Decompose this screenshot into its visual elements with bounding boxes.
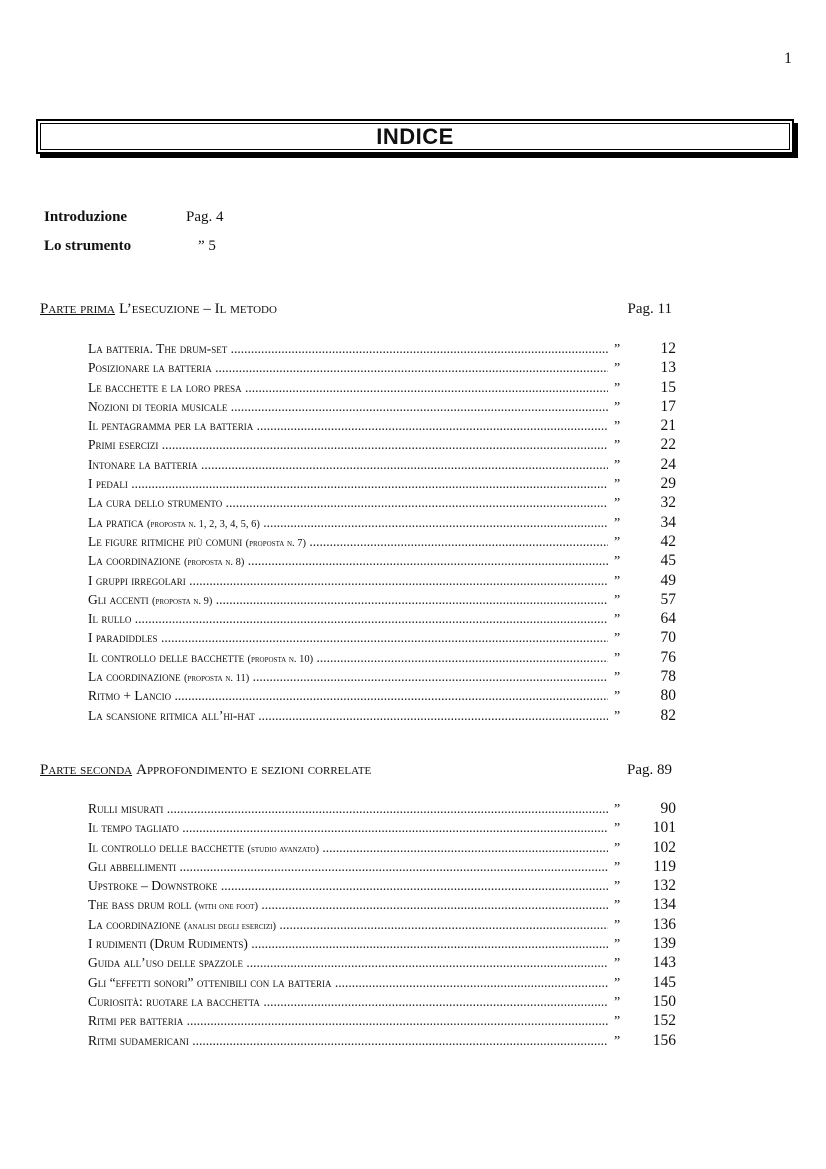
toc-entry-text: Ritmo + Lancio xyxy=(88,688,172,704)
toc-entry-text: Intonare la batteria xyxy=(88,456,198,472)
toc-entry-ditto: ” xyxy=(614,457,621,473)
toc-entry-text: Il pentagramma per la batteria xyxy=(88,418,254,434)
toc-entry-title xyxy=(88,975,608,991)
toc-entry xyxy=(88,475,676,494)
toc-entry xyxy=(88,552,676,571)
part-heading xyxy=(40,301,672,321)
toc-entry-title xyxy=(88,495,608,511)
toc-entry-note: (studio avanzato) xyxy=(247,843,319,855)
intro-page: ” 5 xyxy=(198,238,216,254)
toc-entry-ditto: ” xyxy=(614,419,621,435)
toc-entry-ditto: ” xyxy=(614,821,621,837)
toc-entry xyxy=(88,916,676,935)
toc-entry xyxy=(88,359,676,378)
toc-entry-text: Il tempo tagliato xyxy=(88,820,179,836)
toc-entry-ditto: ” xyxy=(614,477,621,493)
toc-entry-page: 34 xyxy=(660,513,676,531)
toc-entry-text: I pedali xyxy=(88,476,128,492)
toc-entry xyxy=(88,858,676,877)
toc-entry xyxy=(88,629,676,648)
toc-entry-page: 42 xyxy=(660,532,676,550)
toc-entry-text: La cura dello strumento xyxy=(88,495,223,511)
intro-row xyxy=(44,203,258,232)
toc-entry-text: La batteria. The drum-set xyxy=(88,341,228,356)
toc-entry-note: (proposta n. 11) xyxy=(184,673,250,685)
toc-entry-ditto: ” xyxy=(614,438,621,454)
toc-entry xyxy=(88,954,676,973)
toc-entry xyxy=(88,379,676,398)
toc-entry-text: Il controllo delle bacchette xyxy=(88,649,245,665)
toc-entry-title xyxy=(88,820,608,836)
toc-entry-text: Il controllo delle bacchette xyxy=(88,839,245,855)
toc-entry-note: (proposta n. 10) xyxy=(247,653,314,665)
toc-entry-page: 150 xyxy=(652,992,676,1010)
toc-entry xyxy=(88,514,676,533)
toc-entry-ditto: ” xyxy=(614,534,621,550)
toc-entry-page: 12 xyxy=(660,340,676,357)
toc-entry-title xyxy=(88,917,608,933)
toc-entry-text: Ritmi per batteria xyxy=(88,1013,184,1029)
toc-entry xyxy=(88,800,676,819)
toc-entry-ditto: ” xyxy=(614,650,621,666)
toc-entry-text: Gli “effetti sonori” ottenibili con la batteria xyxy=(88,974,332,990)
toc-entry-title xyxy=(88,1033,608,1049)
toc-entry-ditto: ” xyxy=(614,554,621,570)
toc-entry-text: La coordinazione xyxy=(88,669,181,685)
toc-entry-ditto: ” xyxy=(614,708,621,724)
toc-entry-text: Curiosità: ruotare la bacchetta xyxy=(88,993,260,1009)
part-page-number: 11 xyxy=(657,301,672,317)
toc-entry-title xyxy=(88,630,608,646)
toc-entry-page: 32 xyxy=(660,494,676,512)
toc-entry-title xyxy=(88,360,608,376)
toc-entry xyxy=(88,494,676,513)
toc-entry-note: (proposta n. 8) xyxy=(184,557,245,569)
toc-entry xyxy=(88,417,676,436)
toc-entry-title xyxy=(88,457,608,473)
toc-list xyxy=(88,340,676,726)
toc-entry-page: 136 xyxy=(652,915,676,933)
toc-entry-page: 78 xyxy=(660,668,676,686)
toc-entry-text: The bass drum roll xyxy=(88,897,192,913)
toc-entry xyxy=(88,1012,676,1031)
toc-entry-ditto: ” xyxy=(614,380,621,396)
toc-entry-text: Ritmi sudamericani xyxy=(88,1032,189,1048)
intro-label: Lo strumento xyxy=(44,238,132,254)
toc-entry-page: 80 xyxy=(660,687,676,705)
part-page-label: Pag. xyxy=(627,762,654,778)
toc-entry-page: 21 xyxy=(660,417,676,435)
toc-entry-ditto: ” xyxy=(614,994,621,1010)
toc-entry-page: 29 xyxy=(660,475,676,493)
toc-entry xyxy=(88,533,676,552)
toc-entry-ditto: ” xyxy=(614,879,621,895)
part-page-number: 89 xyxy=(657,762,672,778)
toc-entry-title xyxy=(88,553,608,569)
toc-entry-text: Le figure ritmiche più comuni xyxy=(88,533,243,549)
toc-entry-text: Gli accenti xyxy=(88,591,149,607)
part-title: Approfondimento e sezioni correlate xyxy=(136,762,372,778)
toc-entry-title xyxy=(88,708,608,724)
toc-entry xyxy=(88,649,676,668)
toc-entry-page: 156 xyxy=(652,1031,676,1049)
toc-entry-note: (proposta n. 1, 2, 3, 4, 5, 6) xyxy=(147,518,260,530)
toc-entry xyxy=(88,668,676,687)
toc-entry-page: 143 xyxy=(652,954,676,972)
toc-entry-title xyxy=(88,573,608,589)
toc-entry xyxy=(88,877,676,896)
toc-entry-text: Gli abbellimenti xyxy=(88,858,177,874)
toc-entry xyxy=(88,1032,676,1051)
toc-entry-page: 70 xyxy=(660,629,676,647)
toc-entry-text: La coordinazione xyxy=(88,553,181,569)
toc-entry-title xyxy=(88,840,608,856)
toc-entry-title xyxy=(88,476,608,492)
toc-entry-text: La pratica xyxy=(88,514,144,530)
toc-entry-text: La scansione ritmica all’hi-hat xyxy=(88,707,255,723)
toc-entry xyxy=(88,819,676,838)
toc-entry-text: Rulli misurati xyxy=(88,801,164,816)
toc-entry-title xyxy=(88,994,608,1010)
toc-entry-text: La coordinazione xyxy=(88,916,181,932)
toc-entry-ditto: ” xyxy=(614,802,621,817)
toc-entry-text: I rudimenti (Drum Rudiments) xyxy=(88,936,248,952)
toc-entry-page: 15 xyxy=(660,378,676,396)
toc-entry xyxy=(88,340,676,359)
toc-entry-page: 152 xyxy=(652,1012,676,1030)
toc-entry xyxy=(88,572,676,591)
part-title: L’esecuzione – Il metodo xyxy=(119,301,277,317)
toc-list xyxy=(88,800,676,1051)
toc-entry-ditto: ” xyxy=(614,573,621,589)
toc-entry-ditto: ” xyxy=(614,342,621,357)
part-page xyxy=(627,762,672,779)
toc-entry-ditto: ” xyxy=(614,399,621,415)
toc-entry-title xyxy=(88,437,608,453)
toc-entry-note: (proposta n. 9) xyxy=(152,595,213,607)
toc-entry-title xyxy=(88,515,608,531)
part-page xyxy=(628,301,672,318)
toc-entry xyxy=(88,993,676,1012)
intro-page: Pag. 4 xyxy=(186,209,224,225)
toc-entry-text: Nozioni di teoria musicale xyxy=(88,398,228,414)
part-label: Parte seconda xyxy=(40,762,133,778)
toc-entry-title xyxy=(88,955,608,971)
toc-entry-text: Le bacchette e la loro presa xyxy=(88,379,242,395)
toc-entry-text: I paradiddles xyxy=(88,630,158,646)
toc-entry-text: I gruppi irregolari xyxy=(88,572,186,588)
toc-entry xyxy=(88,707,676,726)
toc-entry-page: 145 xyxy=(652,973,676,991)
toc-entry xyxy=(88,591,676,610)
page-number: 1 xyxy=(784,50,792,67)
toc-entry-text: Posizionare la batteria xyxy=(88,360,212,376)
toc-entry xyxy=(88,687,676,706)
toc-entry-ditto: ” xyxy=(614,361,621,377)
toc-entry-title xyxy=(88,611,608,627)
toc-entry-ditto: ” xyxy=(614,515,621,531)
toc-entry-ditto: ” xyxy=(614,1014,621,1030)
toc-entry-ditto: ” xyxy=(614,956,621,972)
intro-section xyxy=(44,203,258,261)
toc-entry-ditto: ” xyxy=(614,496,621,512)
toc-entry-text: Primi esercizi xyxy=(88,437,159,453)
toc-entry-page: 139 xyxy=(652,935,676,953)
toc-entry-text: Il rullo xyxy=(88,611,132,627)
toc-entry-title xyxy=(88,650,608,666)
toc-entry-page: 57 xyxy=(660,590,676,608)
toc-entry-ditto: ” xyxy=(614,937,621,953)
toc-entry-title xyxy=(88,534,608,550)
toc-entry-title xyxy=(88,859,608,875)
page-title: INDICE xyxy=(376,123,454,149)
toc-entry-title xyxy=(88,688,608,704)
toc-entry-note: (analisi degli esercizi) xyxy=(184,920,276,932)
toc-entry xyxy=(88,456,676,475)
toc-entry-ditto: ” xyxy=(614,840,621,856)
toc-entry-ditto: ” xyxy=(614,917,621,933)
toc-entry-ditto: ” xyxy=(614,592,621,608)
toc-entry-page: 49 xyxy=(660,571,676,589)
toc-entry-title xyxy=(88,399,608,415)
toc-entry-page: 13 xyxy=(660,359,676,377)
toc-entry-page: 90 xyxy=(660,800,676,817)
toc-entry xyxy=(88,610,676,629)
toc-entry-text: Upstroke – Downstroke xyxy=(88,878,218,894)
toc-entry-ditto: ” xyxy=(614,612,621,628)
toc-entry-ditto: ” xyxy=(614,859,621,875)
part-label: Parte prima xyxy=(40,301,115,317)
toc-entry xyxy=(88,398,676,417)
toc-entry-page: 102 xyxy=(652,838,676,856)
toc-entry-page: 119 xyxy=(653,857,676,875)
toc-entry-title xyxy=(88,801,608,817)
toc-entry-page: 22 xyxy=(660,436,676,454)
toc-entry-title xyxy=(88,1013,608,1029)
toc-entry xyxy=(88,839,676,858)
toc-entry-title xyxy=(88,878,608,894)
title-frame xyxy=(36,119,794,154)
toc-entry-page: 132 xyxy=(652,877,676,895)
toc-entry-page: 82 xyxy=(660,706,676,724)
toc-entry-text: Guida all’uso delle spazzole xyxy=(88,955,244,971)
toc-entry-page: 101 xyxy=(652,819,676,837)
toc-entry-page: 17 xyxy=(660,397,676,415)
toc-entry-page: 45 xyxy=(660,552,676,570)
toc-entry-title xyxy=(88,341,608,357)
toc-entry-page: 24 xyxy=(660,455,676,473)
toc-entry-title xyxy=(88,380,608,396)
toc-entry-title xyxy=(88,418,608,434)
intro-row xyxy=(44,232,258,261)
part-heading xyxy=(40,762,672,782)
toc-entry-title xyxy=(88,936,608,952)
part-page-label: Pag. xyxy=(627,301,654,317)
toc-entry-ditto: ” xyxy=(614,975,621,991)
toc-entry-ditto: ” xyxy=(614,1033,621,1049)
toc-entry-ditto: ” xyxy=(614,689,621,705)
toc-entry xyxy=(88,896,676,915)
toc-entry-page: 76 xyxy=(660,648,676,666)
toc-entry-page: 64 xyxy=(660,610,676,628)
intro-label: Introduzione xyxy=(44,209,128,225)
toc-entry-ditto: ” xyxy=(614,670,621,686)
toc-entry-ditto: ” xyxy=(614,898,621,914)
toc-entry-ditto: ” xyxy=(614,631,621,647)
toc-entry-title xyxy=(88,669,608,685)
toc-entry-title xyxy=(88,592,608,608)
toc-entry-note: (proposta n. 7) xyxy=(245,537,307,549)
toc-entry-note: (with one foot) xyxy=(194,901,258,913)
toc-entry xyxy=(88,436,676,455)
toc-entry xyxy=(88,935,676,954)
toc-entry xyxy=(88,974,676,993)
toc-entry-page: 134 xyxy=(652,896,676,914)
title-frame-inner xyxy=(40,123,790,150)
toc-entry-title xyxy=(88,897,608,913)
